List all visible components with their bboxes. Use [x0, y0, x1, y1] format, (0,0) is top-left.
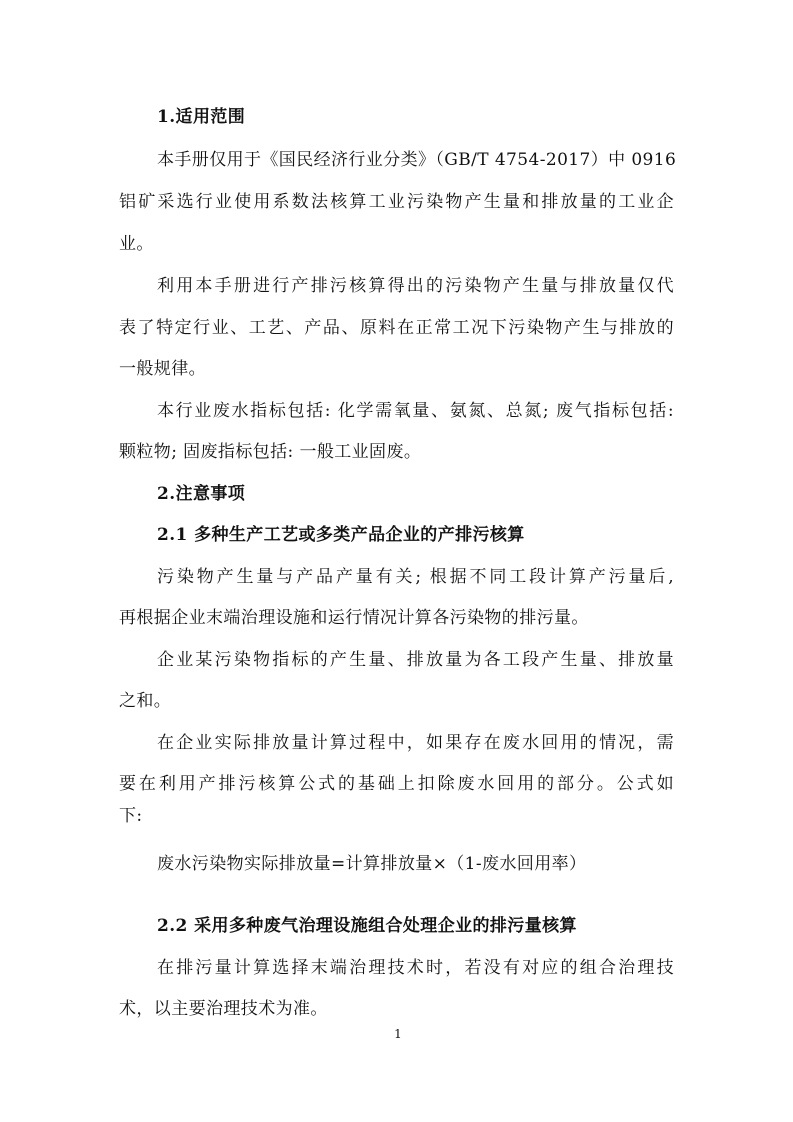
s1-p1-line-1: 本手册仅用于《国民经济行业分类》（GB/T 4754-2017）中 0916 [157, 150, 677, 170]
s1-p1-line-2: 铝矿采选行业使用系数法核算工业污染物产生量和排放量的工业企 [119, 192, 674, 212]
section-2-1-heading: 2.1 多种生产工艺或多类产品企业的产排污核算 [157, 525, 525, 545]
s1-p2-line-1: 利用本手册进行产排污核算得出的污染物产生量与排放量仅代 [157, 276, 674, 296]
s1-p2-line-2: 表了特定行业、工艺、产品、原料在正常工况下污染物产生与排放的 [119, 318, 674, 338]
section-2-2-heading: 2.2 采用多种废气治理设施组合处理企业的排污量核算 [157, 916, 577, 936]
s1-p2-line-3: 一般规律。 [119, 359, 206, 379]
s2-1-p2-line-1: 企业某污染物指标的产生量、排放量为各工段产生量、排放量 [157, 650, 674, 670]
s2-1-p3-line-1: 在企业实际排放量计算过程中，如果存在废水回用的情况，需 [157, 733, 674, 753]
s2-1-p3-line-2: 要在利用产排污核算公式的基础上扣除废水回用的部分。公式如 [119, 774, 674, 794]
s1-p1-line-3: 业。 [119, 234, 154, 254]
s2-2-p1-line-1: 在排污量计算选择末端治理技术时，若没有对应的组合治理技 [157, 958, 674, 978]
s1-p3-line-1: 本行业废水指标包括: 化学需氧量、氨氮、总氮; 废气指标包括: [157, 401, 674, 421]
s2-2-p1-line-2: 术，以主要治理技术为准。 [119, 999, 328, 1019]
page-number: 1 [394, 1027, 402, 1041]
s2-1-p2-line-2: 之和。 [119, 691, 172, 711]
s1-p3-line-2: 颗粒物; 固废指标包括: 一般工业固废。 [119, 442, 422, 462]
section-1-heading: 1.适用范围 [157, 107, 246, 127]
section-2-heading: 2.注意事项 [157, 484, 246, 504]
wastewater-formula: 废水污染物实际排放量=计算排放量×（1-废水回用率） [157, 854, 587, 874]
s2-1-p1-line-1: 污染物产生量与产品产量有关; 根据不同工段计算产污量后, [157, 567, 674, 587]
s2-1-p1-line-2: 再根据企业末端治理设施和运行情况计算各污染物的排污量。 [119, 608, 589, 628]
s2-1-p3-line-3: 下: [119, 806, 143, 826]
